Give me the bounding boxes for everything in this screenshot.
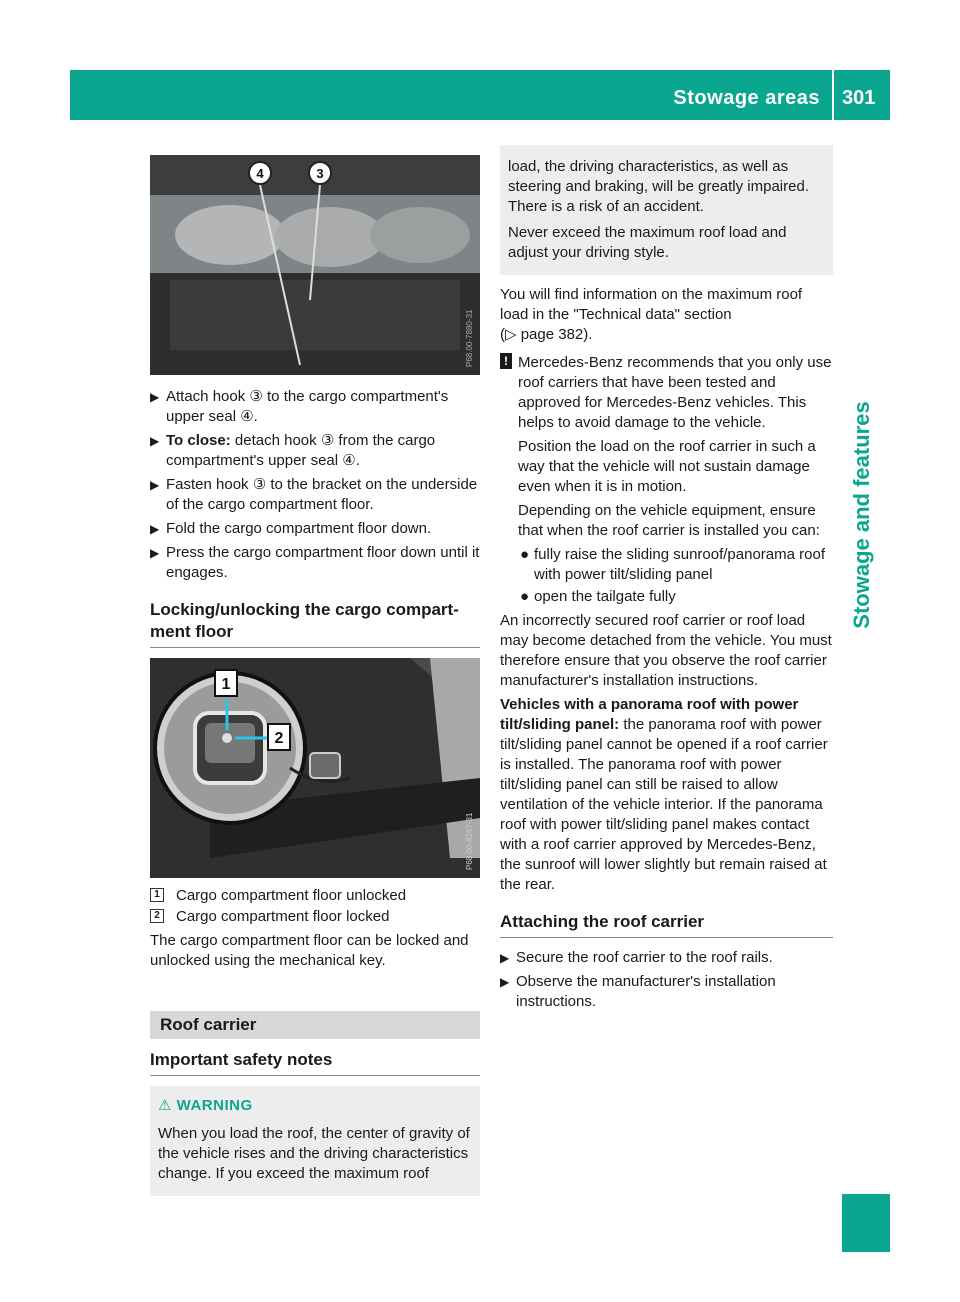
roof-carrier-bar: Roof carrier — [150, 1011, 480, 1039]
side-tab — [842, 350, 882, 680]
callout-2: 2 — [274, 730, 284, 747]
step-arrow-icon: ▶ — [150, 478, 160, 492]
panorama-paragraph: Vehicles with a panorama roof with power tilt/sliding panel: the panorama roof with power tilt/sliding panel cannot be opened if a roof carrier is installed. The panorama roof with power tilt/sliding panel can still be raised to allow ventilation of the vehicle interior. If the panorama roof with power tilt/sliding panel makes contact with a roof carrier approved by Mercedes-Benz, the sunroof will lower slightly but remain raised at the rear. — [500, 696, 828, 893]
list-item: ● open the tailgate fully — [520, 588, 676, 605]
warning-text-right-2: Never exceed the maximum roof load and adjust your driving style. — [508, 224, 787, 261]
warning-triangle-icon: ⚠ — [158, 1097, 172, 1114]
step-fold-floor: ▶ Fold the cargo compartment floor down. — [150, 520, 432, 537]
legend-item-unlocked: 1 Cargo compartment floor unlocked — [150, 886, 480, 906]
section-title-locking: Locking/unlocking the cargo compartment floor — [150, 600, 459, 641]
step-arrow-icon: ▶ — [500, 975, 510, 989]
section-rule — [500, 937, 833, 938]
side-tab-block — [842, 1194, 890, 1252]
cargo-floor-photo — [150, 658, 480, 878]
step-arrow-icon: ▶ — [150, 434, 160, 448]
page-title: Stowage areas — [673, 87, 820, 109]
warning-heading: ⚠ WARNING — [158, 1097, 253, 1114]
notice-p2: Position the load on the roof carrier in such a way that the vehicle will not sustain damage even when it is in motion. — [518, 438, 816, 495]
step-attach-hook: ▶ Attach hook ③ to the cargo compartment's upper seal ④. — [150, 388, 449, 425]
section-rule — [150, 647, 480, 648]
right-column — [500, 145, 833, 1012]
bullet-icon: ● — [520, 588, 530, 605]
callout-4: 4 — [256, 166, 264, 181]
cargo-cover-photo — [150, 155, 480, 375]
cargo-floor-illustration — [150, 658, 480, 878]
step-arrow-icon: ▶ — [150, 390, 160, 404]
locking-description: The cargo compartment floor can be locked and unlocked using the mechanical key. — [150, 932, 469, 969]
left-column — [150, 155, 480, 1196]
step-arrow-icon: ▶ — [500, 951, 510, 965]
header-separator — [832, 70, 834, 120]
side-tab-label: Stowage and features — [849, 401, 874, 629]
legend-number: 2 — [150, 909, 164, 923]
callout-3: 3 — [316, 166, 324, 181]
step-observe-instructions: ▶ Observe the manufacturer's installation instructions. — [500, 973, 776, 1010]
bullet-icon: ● — [520, 546, 530, 563]
step-arrow-icon: ▶ — [150, 522, 160, 536]
section-title-safety: Important safety notes — [150, 1050, 333, 1069]
cargo-cover-illustration — [150, 155, 480, 375]
callout-1: 1 — [221, 676, 231, 693]
warning-text-left: When you load the roof, the center of gravity of the vehicle rises and the driving characteristics change. If you exceed the maximum roof — [158, 1125, 470, 1182]
page-number: 301 — [842, 87, 876, 109]
step-press-floor: ▶ Press the cargo compartment floor down until it engages. — [150, 544, 480, 581]
notice-p3: Depending on the vehicle equipment, ensure that when the roof carrier is installed you can: — [518, 502, 820, 539]
notice-block — [500, 353, 833, 607]
photo1-code: P68.00-7880-31 — [465, 309, 474, 367]
notice-exclamation-icon: ! — [500, 353, 512, 369]
legend-number: 1 — [150, 888, 164, 902]
step-fasten-hook: ▶ Fasten hook ③ to the bracket on the underside of the cargo compartment floor. — [150, 476, 478, 513]
section-rule — [150, 1075, 480, 1076]
detach-text: An incorrectly secured roof carrier or roof load may become detached from the vehicle. You must therefore ensure that you observe the roof carrier manufacturer's installation instructions. — [500, 612, 832, 689]
warning-box-part2 — [500, 145, 833, 275]
list-item: ● fully raise the sliding sunroof/panorama roof with power tilt/sliding panel — [520, 546, 825, 583]
step-arrow-icon: ▶ — [150, 546, 160, 560]
step-secure-carrier: ▶ Secure the roof carrier to the roof rails. — [500, 949, 773, 966]
photo2-code: P68.00-8247-31 — [465, 812, 474, 870]
info-text: You will find information on the maximum roof load in the "Technical data" section — [500, 286, 803, 323]
warning-box-part1 — [150, 1086, 480, 1196]
warning-text-right-1: load, the driving characteristics, as well as steering and braking, will be greatly impaired. There is a risk of an accident. — [508, 158, 809, 215]
section-title-attaching: Attaching the roof carrier — [500, 912, 705, 931]
info-page-ref: (▷ page 382). — [500, 326, 593, 343]
step-to-close: ▶ To close: detach hook ③ from the cargo compartment's upper seal ④. — [150, 432, 436, 469]
notice-p1: Mercedes-Benz recommends that you only use roof carriers that have been tested and approved for Mercedes-Benz vehicles. This helps to avoid damage to the vehicle. — [518, 354, 832, 431]
legend-item-locked: 2 Cargo compartment floor locked — [150, 907, 480, 927]
